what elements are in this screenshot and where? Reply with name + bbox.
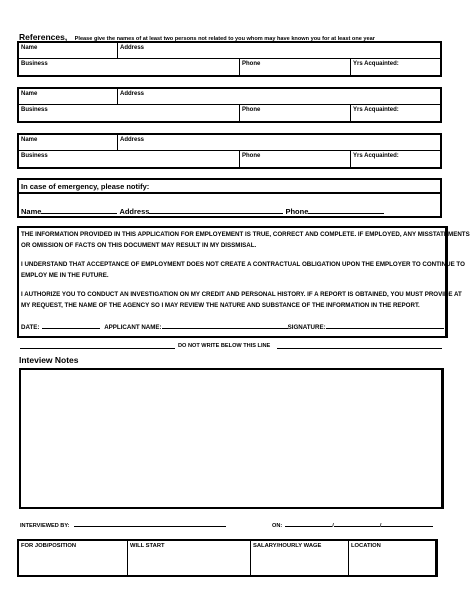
authorization-paragraph-1: THE INFORMATION PROVIDED IN THIS APPLICATION FOR EMPLOYEMENT IS TRUE, CORRECT AND COMPLETE. IF EMPLOYED, ANY MISSTATEMENTS OR OMISSION OF FACTS ON THIS DOCUMENT MAY RESULT IN MY DISSMISAL.: [21, 231, 470, 250]
address-field[interactable]: Address: [120, 137, 145, 143]
emergency-phone-label: Phone: [285, 207, 309, 216]
phone-field[interactable]: Phone: [242, 107, 261, 113]
interviewed-by-row: [20, 524, 226, 530]
divider-line-left: [20, 348, 175, 349]
interview-notes-title: Inteview Notes: [19, 355, 79, 365]
address-field[interactable]: Address: [120, 45, 145, 51]
reference-entry-2: [17, 87, 442, 123]
name-field[interactable]: Name: [21, 45, 38, 51]
signature-row: [21, 324, 444, 331]
reference-entry-3: [17, 133, 442, 169]
reference-row-business: [19, 151, 440, 169]
reference-row-name-address: [19, 43, 440, 59]
phone-field[interactable]: Phone: [242, 153, 261, 159]
emergency-name-label: Name: [21, 207, 42, 216]
interview-date-row: ON: / /: [272, 524, 433, 530]
on-date-day[interactable]: [334, 526, 380, 527]
reference-entry-1: [17, 41, 442, 77]
authorization-paragraph-3: I AUTHORIZE YOU TO CONDUCT AN INVESTIGATION ON MY CREDIT AND PERSONAL HISTORY. IF A REPORT IS OBTAINED, YOU MUST PROVIDE AT MY REQUEST, THE NAME OF THE AGENCY SO I MAY REVIEW THE NATURE AND SUBSTANCE OF THE INFORMATION IN THE REPORT.: [21, 291, 462, 310]
on-date-year[interactable]: [381, 526, 433, 527]
name-field[interactable]: Name: [21, 137, 38, 143]
name-field[interactable]: Name: [21, 91, 38, 97]
emergency-phone-input[interactable]: [308, 213, 384, 214]
authorization-paragraph-2: I UNDERSTAND THAT ACCEPTANCE OF EMPLOYMENT DOES NOT CREATE A CONTRACTUAL OBLIGATION UPON THE EMPLOYER TO CONTINUE TO EMPLOY ME IN THE FUTURE.: [21, 261, 465, 280]
reference-row-business: [19, 105, 440, 123]
emergency-contact-section: [17, 178, 442, 218]
yrs-acquainted-field[interactable]: Yrs Acquainted:: [353, 153, 399, 159]
authorization-section: [17, 226, 470, 338]
yrs-acquainted-field[interactable]: Yrs Acquainted:: [353, 61, 399, 67]
references-instruction: Please give the names of at least two persons not related to you whom may have known you for at least one year: [74, 36, 375, 42]
signature-label: SIGNATURE:: [287, 324, 326, 331]
interviewed-by-input[interactable]: [74, 526, 226, 527]
emergency-address-label: Address: [119, 207, 150, 216]
will-start-field[interactable]: WILL START: [130, 543, 165, 549]
location-field[interactable]: LOCATION: [351, 543, 381, 549]
date-input[interactable]: [42, 328, 100, 329]
references-title: References,: [19, 32, 68, 42]
emergency-fields-row: [21, 207, 384, 216]
do-not-write-divider: [20, 342, 442, 352]
business-field[interactable]: Business: [21, 61, 48, 67]
job-position-field[interactable]: FOR JOB/POSITION: [21, 543, 77, 549]
emergency-name-input[interactable]: [41, 213, 117, 214]
emergency-title-row: [19, 180, 440, 194]
applicant-name-label: APPLICANT NAME:: [104, 324, 162, 331]
applicant-name-input[interactable]: [162, 328, 288, 329]
interviewed-by-label: INTERVIEWED BY:: [20, 523, 70, 529]
hiring-details-table: [17, 539, 438, 577]
phone-field[interactable]: Phone: [242, 61, 261, 67]
yrs-acquainted-field[interactable]: Yrs Acquainted:: [353, 107, 399, 113]
address-field[interactable]: Address: [120, 91, 145, 97]
reference-row-business: [19, 59, 440, 77]
business-field[interactable]: Business: [21, 153, 48, 159]
on-label: ON:: [272, 523, 283, 529]
emergency-address-input[interactable]: [149, 213, 283, 214]
interview-notes-area[interactable]: [19, 368, 444, 509]
emergency-title: In case of emergency, please notify:: [21, 182, 150, 191]
date-label: DATE:: [21, 324, 40, 331]
divider-line-right: [277, 348, 442, 349]
business-field[interactable]: Business: [21, 107, 48, 113]
salary-wage-field[interactable]: SALARY/HOURLY WAGE: [253, 543, 322, 549]
reference-row-name-address: [19, 135, 440, 151]
on-date-month[interactable]: [285, 526, 332, 527]
signature-input[interactable]: [326, 328, 444, 329]
divider-text: DO NOT WRITE BELOW THIS LINE: [178, 343, 271, 349]
reference-row-name-address: [19, 89, 440, 105]
